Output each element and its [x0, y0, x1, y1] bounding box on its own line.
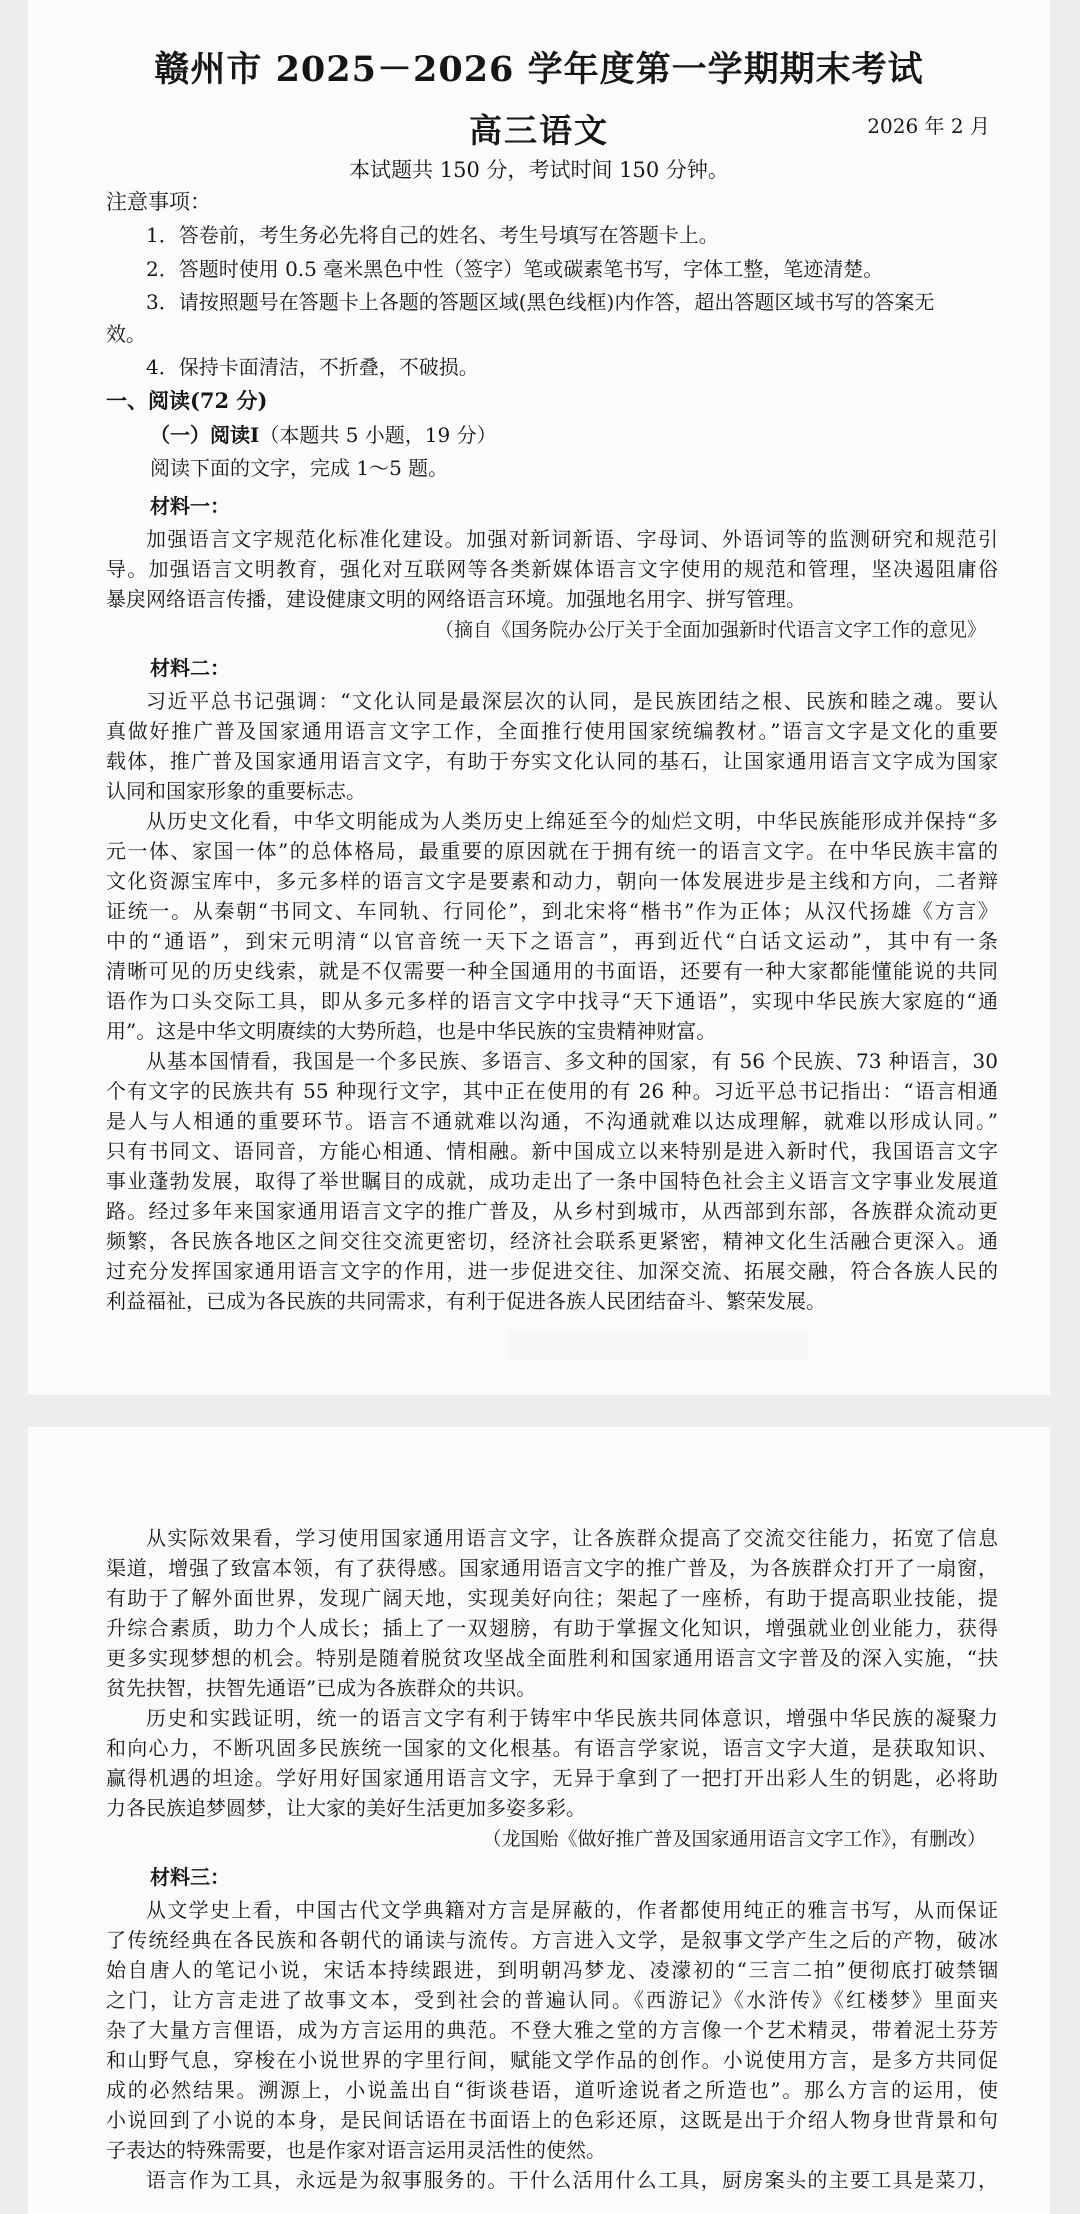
text-line: 个有文字的民族共有 55 种现行文字，其中正在使用的有 26 种。习近平总书记指出：“语言相通	[106, 1079, 998, 1103]
text-line: 小说回到了小说的本身，是民间话语在书面语上的色彩还原，这既是出于介绍人物身世背景和句	[106, 2108, 998, 2132]
notice-item-3: 3．请按照题号在答题卡上各题的答题区域(黑色线框)内作答，超出答题区域书写的答案无	[146, 290, 935, 314]
text-line: 是人与人相通的重要环节。语言不通就难以沟通，不沟通就难以达成理解，就难以形成认同。”	[106, 1109, 998, 1133]
section-heading: 一、阅读(72 分)	[106, 388, 268, 413]
text-line: 利益福祉，已成为各民族的共同需求，有利于促进各族人民团结奋斗、繁荣发展。	[106, 1289, 826, 1313]
text-line: 载体，推广普及国家通用语言文字，有助于夯实文化认同的基石，让国家通用语言文字成为国家	[106, 749, 998, 773]
text-line: 过充分发挥国家通用语言文字的作用，进一步促进交往、加深交流、拓展交融，符合各族人民的	[106, 1259, 998, 1283]
material-2-paragraph-1	[106, 686, 998, 806]
material-2-paragraph-5	[106, 1703, 998, 1823]
text-line: 渠道，增强了致富本领，有了获得感。国家通用语言文字的推广普及，为各族群众打开了一扇窗，	[106, 1556, 998, 1580]
text-line: 习近平总书记强调：“文化认同是最深层次的认同，是民族团结之根、民族和睦之魂。要认	[146, 689, 998, 713]
notice-item-1: 1．答卷前，考生务必先将自己的姓名、考生号填写在答题卡上。	[146, 223, 719, 247]
text-line: 频繁，各民族各地区之间交往交流更密切，经济社会联系更紧密，精神文化生活融合更深入。通	[106, 1229, 998, 1253]
reading-instruction: 阅读下面的文字，完成 1～5 题。	[150, 456, 449, 480]
text-line: 杂了大量方言俚语，成为方言运用的典范。不登大雅之堂的方言像一个艺术精灵，带着泥土芬芳	[106, 2018, 998, 2042]
text-line: 赢得机遇的坦途。学好用好国家通用语言文字，无异于拿到了一把打开出彩人生的钥匙，必将助	[106, 1766, 998, 1790]
exam-page-2	[28, 1427, 1050, 2214]
text-line: 元一体、家国一体”的总体格局，最重要的原因就在于拥有统一的语言文字。在中华民族丰富的	[106, 839, 998, 863]
material-3-heading: 材料三：	[150, 1865, 230, 1889]
text-line: 历史和实践证明，统一的语言文字有利于铸牢中华民族共同体意识，增强中华民族的凝聚力	[146, 1706, 998, 1730]
text-line: 语作为口头交际工具，即从多元多样的语言文字中找寻“天下通语”，实现中华民族大家庭的“通	[106, 989, 998, 1013]
page-2-body	[106, 1523, 998, 2195]
material-1-paragraph	[106, 524, 998, 614]
text-line: 用”。这是中华文明赓续的大势所趋，也是中华民族的宝贵精神财富。	[106, 1019, 717, 1043]
text-line: 之门，让方言走进了故事文本，受到社会的普遍认同。《西游记》《水浒传》《红楼梦》里面夹	[106, 1988, 998, 2012]
subsection-heading	[106, 418, 998, 452]
text-line: 和向心力，不断巩固多民族统一国家的文化根基。有语言学家说，语言文字大道，是获取知识、	[106, 1736, 998, 1760]
exam-page-1	[28, 0, 1050, 1395]
material-2-paragraph-3	[106, 1046, 998, 1316]
text-line: 成的必然结果。溯源上，小说盖出自“街谈巷语，道听途说者之所造也”。那么方言的运用，使	[106, 2078, 998, 2102]
text-line: 升综合素质，助力个人成长；插上了一双翅膀，有助于掌握文化知识，增强就业创业能力，获得	[106, 1616, 998, 1640]
exam-title: 赣州市 2025－2026 学年度第一学期期末考试	[154, 49, 924, 90]
text-line: 清晰可见的历史线索，就是不仅需要一种全国通用的书面语，还要有一种大家都能懂能说的共同	[106, 959, 998, 983]
subject-title: 高三语文	[469, 111, 609, 150]
text-line: 从历史文化看，中华文明能成为人类历史上绵延至今的灿烂文明，中华民族能形成并保持“多	[146, 809, 998, 833]
text-line: 文化资源宝库中，多元多样的语言文字是要素和动力，朝向一体发展进步是主线和方向，二者辩	[106, 869, 998, 893]
material-2-heading: 材料二：	[150, 656, 230, 680]
material-3-paragraph-1	[106, 1895, 998, 2165]
material-2-source: （龙国贻《做好推广普及国家通用语言文字工作》，有删改）	[482, 1828, 986, 1850]
text-line: 有助于了解外面世界，发现广阔天地，实现美好向往；架起了一座桥，有助于提高职业技能，提	[106, 1586, 998, 1610]
notice-item-3-continued: 效。	[106, 322, 146, 346]
text-line: 导。加强语言文明教育，强化对互联网等各类新媒体语言文字使用的规范和管理，坚决遏阻庸俗	[106, 557, 998, 581]
text-line: 认同和国家形象的重要标志。	[106, 779, 366, 803]
text-line: 只有书同文、语同音，方能心相通、情相融。新中国成立以来特别是进入新时代，我国语言文字	[106, 1139, 998, 1163]
text-line: 加强语言文字规范化标准化建设。加强对新词新语、字母词、外语词等的监测研究和规范引	[146, 527, 998, 551]
text-line: 和山野气息，穿梭在小说世界的字里行间，赋能文学作品的创作。小说使用方言，是多方共同促	[106, 2048, 998, 2072]
material-1-heading: 材料一：	[150, 494, 230, 518]
text-line: 语言作为工具，永远是为叙事服务的。干什么活用什么工具，厨房案头的主要工具是菜刀，	[146, 2168, 998, 2192]
text-line: 了传统经典在各民族和各朝代的诵读与流传。方言进入文学，是叙事文学产生之后的产物，破冰	[106, 1928, 998, 1952]
text-line: 从基本国情看，我国是一个多民族、多语言、多文种的国家，有 56 个民族、73 种语言，30	[146, 1049, 998, 1073]
text-line: 证统一。从秦朝“书同文、车同轨、行同伦”，到北宋将“楷书”作为正体；从汉代扬雄《方言》	[106, 899, 998, 923]
text-line: 从实际效果看，学习使用国家通用语言文字，让各族群众提高了交流交往能力，拓宽了信息	[146, 1526, 998, 1550]
material-2-paragraph-2	[106, 806, 998, 1046]
text-line: 子表达的特殊需要，也是作家对语言运用灵活性的使然。	[106, 2138, 606, 2162]
text-line: 力各民族追梦圆梦，让大家的美好生活更加多姿多彩。	[106, 1796, 586, 1820]
text-line: 路。经过多年来国家通用语言文字的推广普及，从乡村到城市，从西部到东部，各族群众流动更	[106, 1199, 998, 1223]
text-line: 从文学史上看，中国古代文学典籍对方言是屏蔽的，作者都使用纯正的雅言书写，从而保证	[146, 1898, 998, 1922]
text-line: 更多实现梦想的机会。特别是随着脱贫攻坚战全面胜利和国家通用语言文字普及的深入实施，“扶	[106, 1646, 998, 1670]
material-3-paragraph-2	[106, 2165, 998, 2195]
material-1-source: （摘自《国务院办公厅关于全面加强新时代语言文字工作的意见》	[434, 619, 986, 641]
subsection-detail: （本题共 5 小题，19 分）	[259, 423, 497, 447]
notice-item-4: 4．保持卡面清洁，不折叠，不破损。	[146, 355, 479, 379]
scan-smudge	[508, 1330, 808, 1360]
exam-date: 2026 年 2 月	[867, 114, 990, 138]
text-line: 贫先扶智，扶智先通语”已成为各族群众的共识。	[106, 1676, 537, 1700]
notice-item-2: 2．答题时使用 0.5 毫米黑色中性（签字）笔或碳素笔书写，字体工整，笔迹清楚。	[146, 257, 884, 281]
text-line: 暴戾网络语言传播，建设健康文明的网络语言环境。加强地名用字、拼写管理。	[106, 587, 806, 611]
subsection-label: （一）阅读Ⅰ	[150, 423, 260, 447]
material-2-paragraph-4	[106, 1523, 998, 1703]
text-line: 真做好推广普及国家通用语言文字工作，全面推行使用国家统编教材。”语言文字是文化的重要	[106, 719, 998, 743]
text-line: 中的“通语”，到宋元明清“以官音统一天下之语言”，再到近代“白话文运动”，其中有一条	[106, 929, 998, 953]
exam-info: 本试题共 150 分，考试时间 150 分钟。	[349, 158, 729, 182]
page-1-body	[106, 186, 998, 1316]
notice-title: 注意事项：	[106, 190, 211, 214]
text-line: 事业蓬勃发展，取得了举世瞩目的成就，成功走出了一条中国特色社会主义语言文字事业发展道	[106, 1169, 998, 1193]
text-line: 始自唐人的笔记小说，宋话本持续跟进，到明朝冯梦龙、凌濛初的“三言二拍”便彻底打破禁锢	[106, 1958, 998, 1982]
